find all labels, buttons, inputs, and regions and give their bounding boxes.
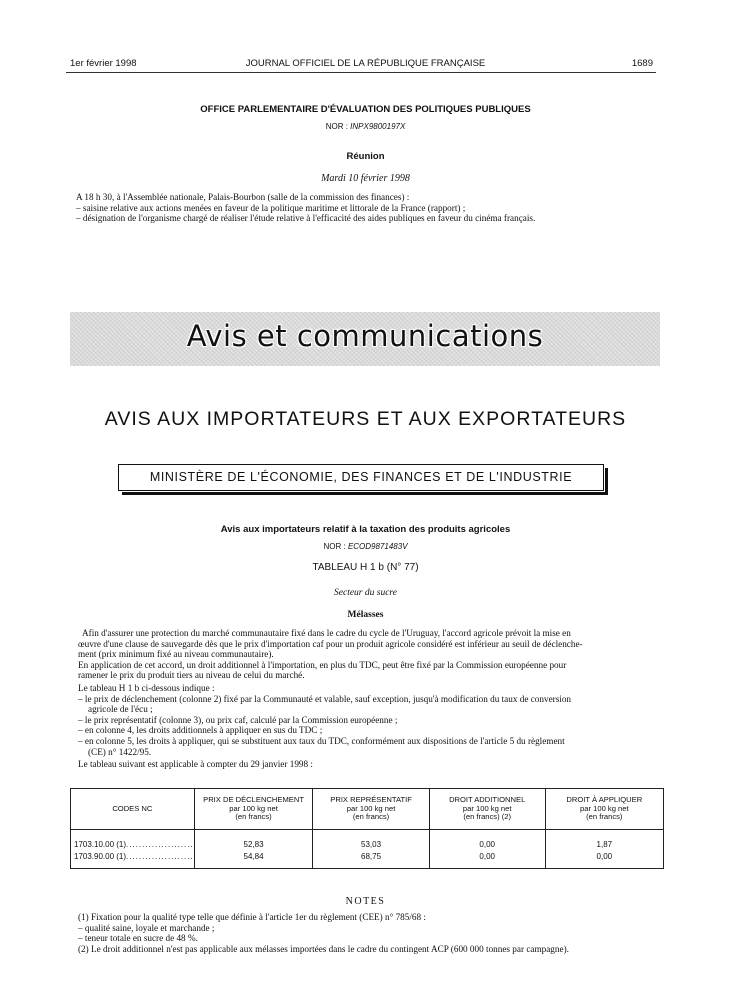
body-line: Le tableau suivant est applicable à compter du 29 janvier 1998 : — [78, 759, 313, 770]
body-line: ramener le prix du produit tiers au niveau de celui du marché. — [78, 670, 305, 681]
ministry-title: MINISTÈRE DE L'ÉCONOMIE, DES FINANCES ET DE L'INDUSTRIE — [149, 470, 573, 484]
note-line: – teneur totale en sucre de 48 %. — [78, 933, 198, 944]
table-row — [71, 850, 664, 869]
col-header-prix-representatif: PRIX REPRÉSENTATIF par 100 kg net (en francs) — [313, 789, 429, 830]
body-line: œuvre d'une clause de sauvegarde dès que le prix d'importation caf pour un produit agricole considéré est inférieur au seuil de déclenche- — [78, 638, 583, 649]
cell-prix-declenchement: 52,83 — [194, 830, 313, 851]
body-line: – le prix de déclenchement (colonne 2) fixé par la Communauté et valable, sauf exception, jusqu'à modification du taux de conversion — [78, 693, 572, 704]
notice-nor-label: NOR : — [323, 542, 346, 551]
body-line: Afin d'assurer une protection du marché communautaire fixé dans le cadre du cycle de l'Uruguay, l'accord agricole prévoit la mise en — [82, 628, 571, 638]
cell-droit-additionnel: 0,00 — [429, 850, 545, 869]
cell-code: 1703.10.00 (1)..................... — [71, 830, 195, 851]
cell-prix-declenchement: 54,84 — [194, 850, 313, 869]
cell-code: 1703.90.00 (1)..................... — [71, 850, 195, 869]
header-journal-title: JOURNAL OFFICIEL DE LA RÉPUBLIQUE FRANÇAISE — [245, 58, 486, 69]
cell-prix-representatif: 53,03 — [313, 830, 429, 851]
avis-title: AVIS AUX IMPORTATEURS ET AUX EXPORTATEURS — [104, 408, 627, 430]
header-page-number: 1689 — [631, 58, 653, 69]
body-line: agricole de l'écu ; — [88, 704, 153, 715]
table-row — [71, 830, 664, 851]
body-line: En application de cet accord, un droit additionnel à l'importation, en plus du TDC, peut être fixé par la Commission européenne pour — [78, 659, 567, 670]
cell-droit-appliquer: 1,87 — [545, 830, 663, 851]
running-header — [0, 58, 731, 72]
table-header-row — [71, 789, 664, 830]
note-line: – qualité saine, loyale et marchande ; — [78, 922, 215, 933]
body-line: – le prix représentatif (colonne 3), ou prix caf, calculé par la Commission européenne ; — [78, 714, 398, 725]
office-nor-label: NOR : — [325, 122, 348, 131]
agenda-line: – désignation de l'organisme chargé de réaliser l'étude relative à l'efficacité des aides publiques en faveur du cinéma français. — [76, 213, 536, 224]
header-date: 1er février 1998 — [70, 58, 137, 69]
cell-droit-appliquer: 0,00 — [545, 850, 663, 869]
banner-title: Avis et communications — [186, 319, 544, 353]
secteur-title: Secteur du sucre — [334, 588, 397, 598]
agenda-line: A 18 h 30, à l'Assemblée nationale, Palais-Bourbon (salle de la commission des finances) : — [76, 192, 410, 202]
body-line: (CE) n° 1422/95. — [88, 746, 152, 757]
price-table — [70, 788, 664, 869]
body-line: ment (prix minimum fixé au niveau communautaire). — [78, 649, 274, 660]
section-banner — [70, 312, 660, 366]
notice-body — [78, 628, 654, 770]
col-header-droit-appliquer: DROIT À APPLIQUER par 100 kg net (en francs) — [545, 789, 663, 830]
notes-title: NOTES — [345, 896, 386, 907]
office-meeting-date: Mardi 10 février 1998 — [321, 173, 410, 184]
notice-title: Avis aux importateurs relatif à la taxation des produits agricoles — [220, 524, 511, 535]
notice-nor — [0, 542, 731, 551]
note-line: (2) Le droit additionnel n'est pas applicable aux mélasses importées dans le cadre du contingent ACP (600 000 tonnes par campagne). — [78, 943, 569, 954]
cell-prix-representatif: 68,75 — [313, 850, 429, 869]
col-header-droit-additionnel: DROIT ADDITIONNEL par 100 kg net (en francs) (2) — [429, 789, 545, 830]
product-title: Mélasses — [347, 610, 384, 620]
col-header-codes-nc: CODES NC — [71, 789, 195, 830]
notes-body — [78, 912, 654, 954]
office-agenda — [76, 192, 652, 224]
office-nor — [0, 122, 731, 131]
notice-nor-code: ECOD9871483V — [347, 542, 408, 551]
body-line: – en colonne 4, les droits additionnels à appliquer en sus du TDC ; — [78, 725, 323, 736]
body-line: – en colonne 5, les droits à appliquer, qui se substituent aux taux du TDC, conformément aux dispositions de l'article 5 du règlement — [78, 735, 565, 746]
office-title: OFFICE PARLEMENTAIRE D'ÉVALUATION DES POLITIQUES PUBLIQUES — [200, 104, 531, 115]
header-rule — [66, 72, 656, 73]
note-line: (1) Fixation pour la qualité type telle que définie à l'article 1er du règlement (CEE) n° 785/68 : — [78, 912, 426, 922]
agenda-line: – saisine relative aux actions menées en faveur de la politique maritime et littorale de la France (rapport) ; — [76, 202, 466, 213]
office-nor-code: INPX9800197X — [350, 122, 406, 131]
ministry-box — [118, 464, 604, 491]
body-line: Le tableau H 1 b ci-dessous indique : — [78, 682, 215, 693]
col-header-prix-declenchement: PRIX DE DÉCLENCHEMENT par 100 kg net (en francs) — [194, 789, 313, 830]
office-section-title: Réunion — [346, 151, 385, 162]
cell-droit-additionnel: 0,00 — [429, 830, 545, 851]
tableau-title: TABLEAU H 1 b (N° 77) — [312, 562, 419, 573]
